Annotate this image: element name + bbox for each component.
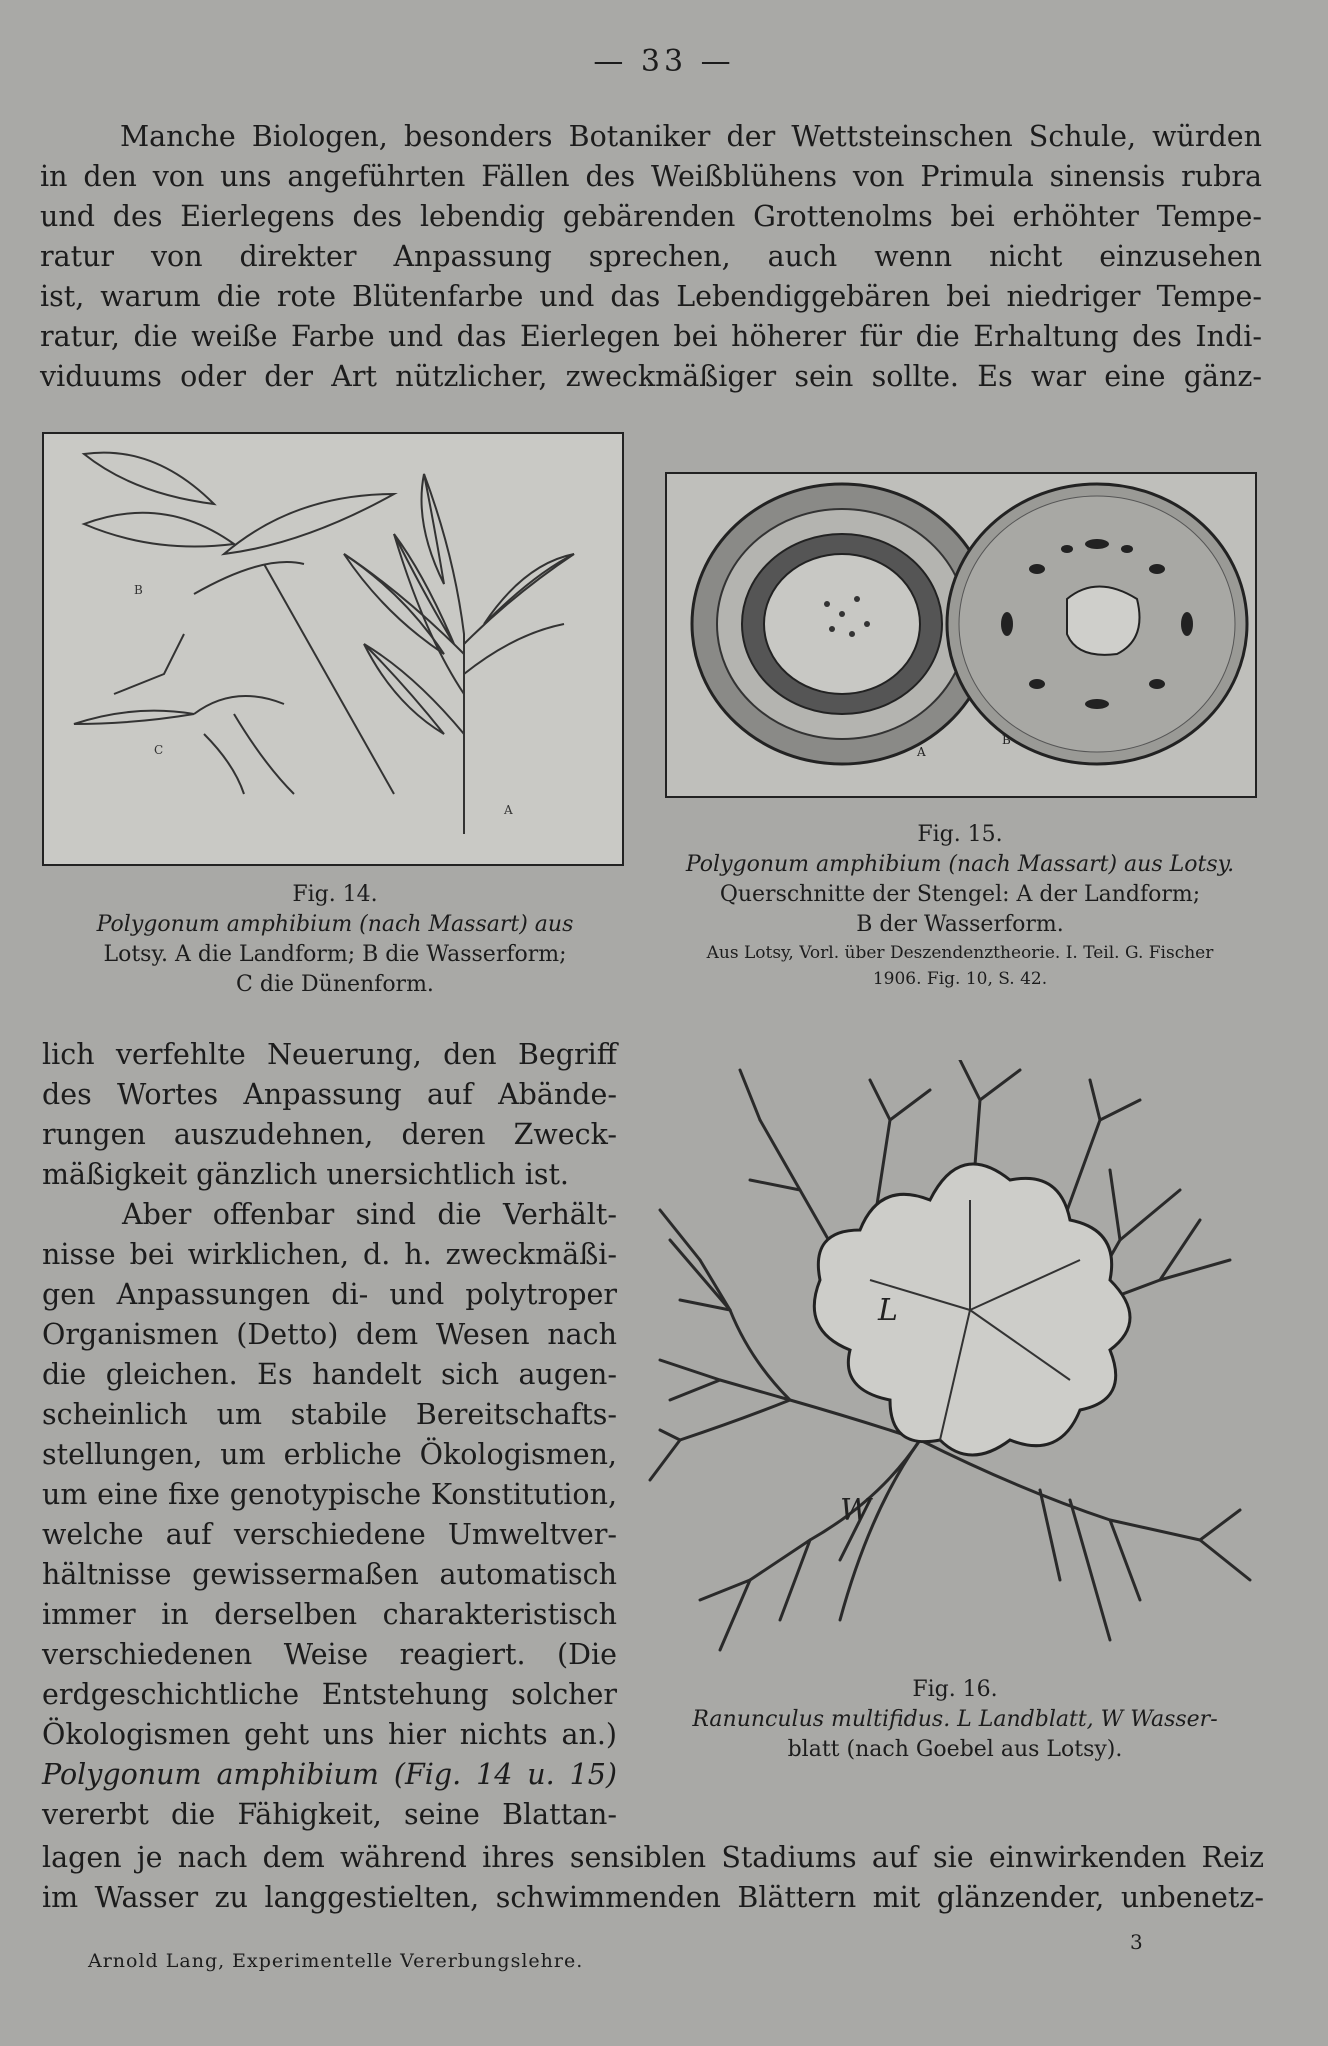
marker-a: A [917, 745, 926, 759]
polygonum-plants-drawing [44, 434, 622, 864]
text-line: Polygonum amphibium (Fig. 14 u. 15) [42, 1758, 617, 1791]
caption-line: Polygonum amphibium (nach Massart) aus Lotsy. [685, 852, 1235, 877]
ranunculus-leaves-drawing [640, 1060, 1270, 1660]
text-line: ratur von direkter Anpassung sprechen, auch wenn nicht einzusehen [40, 240, 1262, 273]
marker-b: B [134, 583, 143, 597]
text-line: lagen je nach dem während ihres sensiblen Stadiums auf sie einwirkenden Reiz [42, 1841, 1264, 1874]
caption-line: Ranunculus multifidus. L Landblatt, W Wasser- [692, 1707, 1218, 1732]
caption-line: Lotsy. A die Landform; B die Wasserform; [103, 942, 567, 967]
figure-15-image [665, 472, 1257, 798]
text-line: hältnisse gewissermaßen automatisch [42, 1558, 617, 1591]
text-line: Ökologismen geht uns hier nichts an.) [42, 1718, 617, 1751]
text-line: mäßigkeit gänzlich unersichtlich ist. [42, 1158, 569, 1191]
text-line: nisse bei wirklichen, d. h. zweckmäßi- [42, 1238, 617, 1271]
intro-paragraph [40, 117, 1262, 397]
text-line: Aber offenbar sind die Verhält- [122, 1198, 617, 1231]
marker-a: A [504, 803, 513, 817]
text-line: Organismen (Detto) dem Wesen nach [42, 1318, 617, 1351]
caption-line: Querschnitte der Stengel: A der Landform; [719, 882, 1201, 907]
figure-14-caption [40, 880, 630, 1000]
text-line: ist, warum die rote Blütenfarbe und das Lebendiggebären bei niedriger Tempe- [40, 280, 1262, 313]
signature-mark: 3 [1130, 1930, 1143, 1954]
text-line: immer in derselben charakteristisch [42, 1598, 617, 1631]
marker-w: W [840, 1493, 871, 1528]
figure-16-label: Fig. 16. [912, 1677, 998, 1702]
text-line: welche auf verschiedene Umweltver- [42, 1518, 617, 1551]
figure-16-image [640, 1060, 1270, 1660]
figure-15-caption [640, 820, 1280, 992]
text-line: ratur, die weiße Farbe und das Eierlegen bei höherer für die Erhaltung des Indi- [40, 320, 1262, 353]
text-line: um eine fixe genotypische Konstitution, [42, 1478, 617, 1511]
marker-b: B [1002, 733, 1011, 747]
text-line: in den von uns angeführten Fällen des Weißblühens von Primula sinensis rubra [40, 160, 1262, 193]
footer-text: Arnold Lang, Experimentelle Vererbungslehre. [88, 1950, 584, 1972]
text-line: Manche Biologen, besonders Botaniker der Wettsteinschen Schule, würden [120, 120, 1262, 153]
figure-15-label: Fig. 15. [917, 822, 1003, 847]
text-line: verschiedenen Weise reagiert. (Die [42, 1638, 617, 1671]
figure-16-caption [630, 1675, 1280, 1765]
text-line: viduums oder der Art nützlicher, zweckmäßiger sein sollte. Es war eine gänz- [40, 360, 1262, 393]
caption-source-line: Aus Lotsy, Vorl. über Deszendenztheorie. I. Teil. G. Fischer [706, 943, 1214, 963]
figure-14-label: Fig. 14. [292, 882, 378, 907]
caption-line: blatt (nach Goebel aus Lotsy). [787, 1737, 1123, 1762]
text-line: des Wortes Anpassung auf Abände- [42, 1078, 617, 1111]
text-line: stellungen, um erbliche Ökologismen, [42, 1438, 617, 1471]
figure-14-image [42, 432, 624, 866]
marker-c: C [154, 743, 164, 757]
stem-cross-sections-drawing [667, 474, 1255, 796]
text-line: im Wasser zu langgestielten, schwimmenden Blättern mit glänzender, unbenetz- [42, 1881, 1264, 1914]
text-line: scheinlich um stabile Bereitschafts- [42, 1398, 617, 1431]
text-line: rungen auszudehnen, deren Zweck- [42, 1118, 617, 1151]
bottom-text [42, 1838, 1264, 1918]
left-column-text [42, 1035, 617, 1835]
caption-line: Polygonum amphibium (nach Massart) aus [96, 912, 574, 937]
text-line: vererbt die Fähigkeit, seine Blattan- [42, 1798, 617, 1831]
caption-line: C die Dünenform. [236, 972, 434, 997]
text-line: gen Anpassungen di- und polytroper [42, 1278, 617, 1311]
caption-line: B der Wasserform. [856, 912, 1064, 937]
text-line: erdgeschichtliche Entstehung solcher [42, 1678, 617, 1711]
text-line: und des Eierlegens des lebendig gebärenden Grottenolms bei erhöhter Tempe- [40, 200, 1262, 233]
text-line: die gleichen. Es handelt sich augen- [42, 1358, 617, 1391]
text-line: lich verfehlte Neuerung, den Begriff [42, 1038, 617, 1071]
marker-l: L [878, 1293, 898, 1328]
caption-source-line: 1906. Fig. 10, S. 42. [872, 969, 1048, 989]
page-number: — 33 — [593, 44, 735, 79]
